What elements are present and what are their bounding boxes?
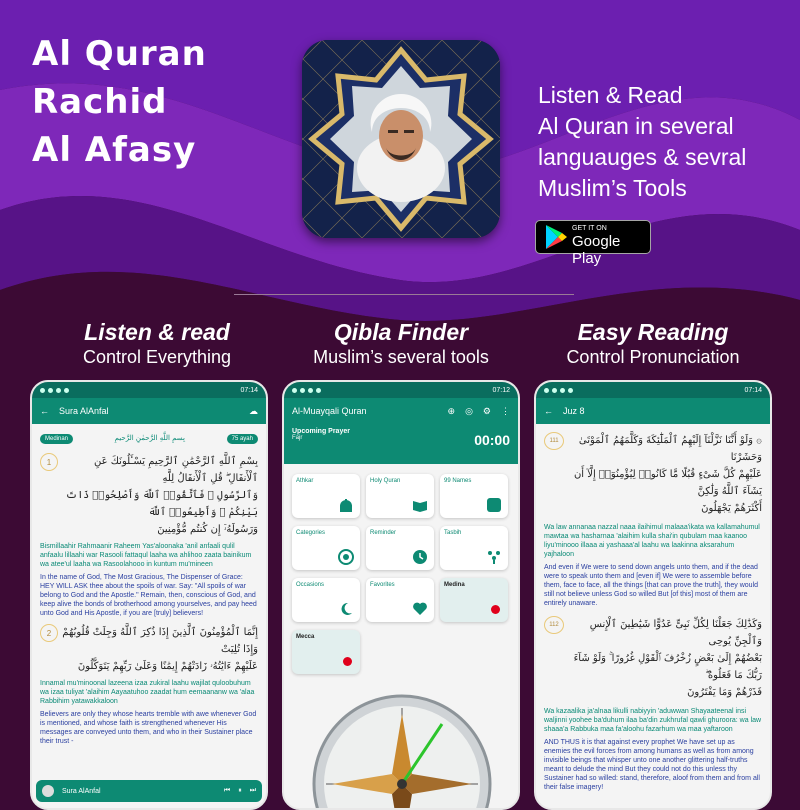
crescent-icon [338,601,354,617]
brand-title-line: Al Quran [32,34,207,74]
next-icon[interactable]: ⏭ [249,787,256,794]
app-icon [302,40,500,238]
sura-title: Sura AlAnfal [59,406,109,416]
card-label: Holy Quran [370,478,401,484]
ayah-arabic: أَكْثَرَهُمْ يَجْهَلُونَ [701,503,762,514]
phone-juz-reader [534,380,772,810]
ayah-arabic: وَٱلرَّسُولِ ۖ فَٱتَّقُوا۟ ٱللَّهَ وَأَصْلِحُوا۟ ذَاتَ بَيْنِكُمْ ۖ وَأَطِيعُوا۟ ٱللَّهَ [65,490,258,518]
back-arrow-icon[interactable]: ← [40,406,49,416]
tagline-line: Al Quran in several [538,113,734,139]
ayah-arabic: إِنَّمَا ٱلْمُؤْمِنُونَ ٱلَّذِينَ إِذَا ذُكِرَ ٱللَّهُ وَجِلَتْ قُلُوبُهُمْ وَإِذَا تُلِيَتْ [62,627,258,655]
google-play-badge[interactable] [535,220,651,267]
gear-icon[interactable]: ⚙ [482,405,491,416]
phone-sura-reader [30,380,268,810]
brand-title-line: Rachid [32,82,168,122]
revelation-pill: Medinan [40,434,73,444]
brand-title [32,30,207,174]
upcoming-prayer-name: Fajr [292,435,303,441]
cloud-download-icon[interactable]: ☁ [249,405,258,416]
juz-title: Juz 8 [563,406,585,416]
feature-subheading: Control Everything [82,347,232,367]
ayah-arabic: ۞ وَلَوْ أَنَّنَا نَزَّلْنَآ إِلَيْهِمُ ٱلْمَلَٰٓئِكَةَ وَكَلَّمَهُمُ ٱلْمَوْتَىٰ وَحَشَرْنَا [578,435,762,463]
status-bar [284,382,518,398]
card-reminder[interactable] [366,526,434,570]
card-medina[interactable] [440,578,508,622]
feature-heading: Qibla Finder [333,319,469,345]
ayah-number-badge: 112 [544,616,564,634]
ayah-translation: In the name of God, The Most Gracious, The Dispenser of Grace: HEY WILL ASK thee about the spoils of war. Say: "All spoils of war belong to God and the Apostle." Remain, then, conscious of God, and keep alive the bonds of brotherhood among yourselves, and pay heed unto God and His Apostle, if you are [truly] believers! [40,574,257,617]
player-track-name: Sura AlAnfal [62,787,101,795]
card-label: Occasions [296,582,325,588]
qibla-compass[interactable] [312,694,492,810]
card-athkar[interactable] [292,474,360,518]
tagline-line: Muslim’s Tools [538,175,687,201]
location-marker-icon [343,657,352,666]
compass-icon[interactable]: ◎ [465,405,473,416]
card-label: 99 Names [444,478,472,484]
card-mecca[interactable] [292,630,360,674]
status-time: 07:12 [492,386,510,394]
brand-title-line: Al Afasy [32,130,197,170]
ayah-arabic: وَكَذَٰلِكَ جَعَلْنَا لِكُلِّ نَبِىٍّ عَدُوًّا شَيَٰطِينَ ٱلْإِنسِ وَٱلْجِنِّ يُوحِى [589,619,762,647]
feature-subheading: Muslim’s several tools [313,347,489,367]
upcoming-prayer-label: Upcoming Prayer [292,428,350,435]
card-label: Reminder [370,530,397,536]
app-bar [536,398,770,424]
card-label: Tasbih [444,530,462,536]
ayah-count-pill: 75 ayah [227,434,258,444]
mosque-icon [338,497,354,513]
ayah-number-badge: 1 [40,453,58,471]
ayah-number-badge: 2 [40,624,58,642]
feature-heading: Listen & read [84,319,230,345]
clock-icon [412,549,428,565]
play-store-icon [544,224,568,250]
ayah-arabic: بَعْضُهُمْ إِلَىٰ بَعْضٍ زُخْرُفَ ٱلْقَوْلِ غُرُورًا ۚ وَلَوْ شَآءَ رَبُّكَ مَا فَعَلُوهُ ۖ [573,653,762,681]
feature-heading: Easy Reading [577,319,729,345]
ayah-translation: AND THUS it is that against every prophet We have set up as enemies the evil forces from among humans as well as from among invisible beings that whisper unto one another glittering half-truths meant to delude the mind But they could not do this unless thy Sustainer had so willed: stand, therefore, aloof from them and from all their false imagery! [544,739,760,791]
back-arrow-icon[interactable]: ← [544,406,553,416]
more-menu-icon[interactable]: ⋮ [501,405,510,416]
card-label: Favorites [370,582,395,588]
categories-icon [338,549,354,565]
divider [234,294,574,295]
tagline-line: Listen & Read [538,82,683,108]
card-label: Categories [296,530,326,536]
reciter-avatar [42,785,54,797]
prayer-header [284,424,518,464]
ayah-number-badge: 111 [544,432,564,450]
globe-icon[interactable]: ⊕ [447,405,456,416]
prayer-beads-icon [486,549,502,565]
ayah-translation: And even if We were to send down angels unto them, and if the dead were to speak unto them and [even if] We were to assemble before them, face to face, all the things [that can prove the truth], they would still not believe unless God so willed But [of this] most of them are entirely unaware. [544,564,759,607]
star-frame-icon [302,40,500,238]
app-title: Al-Muayqali Quran [292,406,367,416]
status-bar [536,382,770,398]
app-bar [32,398,266,424]
names-icon [486,497,502,513]
ayah-arabic: فَذَرْهُمْ وَمَا يَفْتَرُونَ [687,687,762,698]
card-favorites[interactable] [366,578,434,622]
bismillah: بِسمِ اللَّهِ الرَّحمٰنِ الرَّحيمِ [114,434,185,442]
feature-listen [32,318,282,368]
card-99-names[interactable] [440,474,508,518]
google-play-small-text: GET IT ON [572,225,607,232]
phone-qibla-tools [282,380,520,810]
card-holy-quran[interactable] [366,474,434,518]
card-label: Mecca [296,634,315,640]
heart-icon [412,601,428,617]
location-marker-icon [491,605,500,614]
pause-icon[interactable]: ⏸ [238,787,242,794]
ayah-translation: Believers are only they whose hearts tremble with awe whenever God is mentioned, and whose faith is strengthened whenever His messages are conveyed unto them, and who in their Sustainer place their trust - [40,711,257,745]
ayah-transliteration: Wa law annanaa nazzal naaa ilaihimul malaaa'ikata wa kallamahumul mawtaa wa hasharnaa 'alaihim kulla shai'in qubulam maa kaanoo liyu'minooo illaaa ai yashaaa'al laahu wa laakinna aksarahum yajhaloon [544,524,760,558]
ayah-transliteration: Innamal mu'minoonal lazeena izaa zukiral laahu wajilat quloobuhum wa izaa tuliyat 'alaihim Aayaatuhoo zaadat hum eemaananw wa 'alaa Rabbihim yatawakkaloon [40,680,255,705]
ayah-arabic: عَلَيْهِمْ ءَايَٰتُهُۥ زَادَتْهُمْ إِيمَٰنًا وَعَلَىٰ رَبِّهِمْ يَتَوَكَّلُونَ [77,661,258,672]
ayah-arabic: وَرَسُولَهُۥٓ إِن كُنتُم مُّؤْمِنِينَ [157,524,258,535]
google-play-text: Google Play [572,233,621,267]
tagline [538,80,746,204]
feature-qibla [276,318,526,368]
audio-player-bar[interactable] [36,780,262,802]
status-bar [32,382,266,398]
card-label: Medina [444,582,465,588]
feature-reading [528,318,778,368]
tools-grid [284,464,518,810]
tagline-line: languauges & sevral [538,144,747,170]
status-time: 07:14 [240,386,258,394]
ayah-arabic: عَلَيْهِمْ كُلَّ شَىْءٍ قُبُلًا مَّا كَانُوا۟ لِيُؤْمِنُوٓا۟ إِلَّآ أَن يَشَآءَ ٱللَّهُ وَلَٰكِنَّ [573,469,762,497]
app-bar [284,398,518,424]
ayah-arabic: بِسْمِ ٱللَّهِ ٱلرَّحْمَٰنِ ٱلرَّحِيمِ يَسْـَٔلُونَكَ عَنِ ٱلْأَنفَالِ ۖ قُلِ ٱلْأَنفَالُ لِلَّهِ [93,456,258,484]
prayer-countdown: 00:00 [474,432,510,448]
ayah-transliteration: Wa kazaalika ja'alnaa likulli nabiyyin 'aduwwan Shayaateenal insi waljinni yoohee ba'duhum ilaa ba'din zukhrufal qawli ghuroora: wa law shaaa'a Rabbuka maa fa'aloohu fazarhum wa maa yaftaroon [544,708,762,733]
previous-icon[interactable]: ⏮ [223,787,231,794]
card-categories[interactable] [292,526,360,570]
status-time: 07:14 [744,386,762,394]
card-label: Athkar [296,478,314,484]
card-tasbih[interactable] [440,526,508,570]
ayah-transliteration: Bismillaahir Rahmaanir Raheem Yas'aloonaka 'anil anfaali qulil anfaalu lillaahi war Rasooli fattaqul laaha wa ahlihoo zaata bainikum wa atee'ul laaha wa Rasoolahooo in kuntum mu'mineen [40,543,252,568]
feature-subheading: Control Pronunciation [566,347,740,367]
card-occasions[interactable] [292,578,360,622]
quran-book-icon [412,497,428,513]
